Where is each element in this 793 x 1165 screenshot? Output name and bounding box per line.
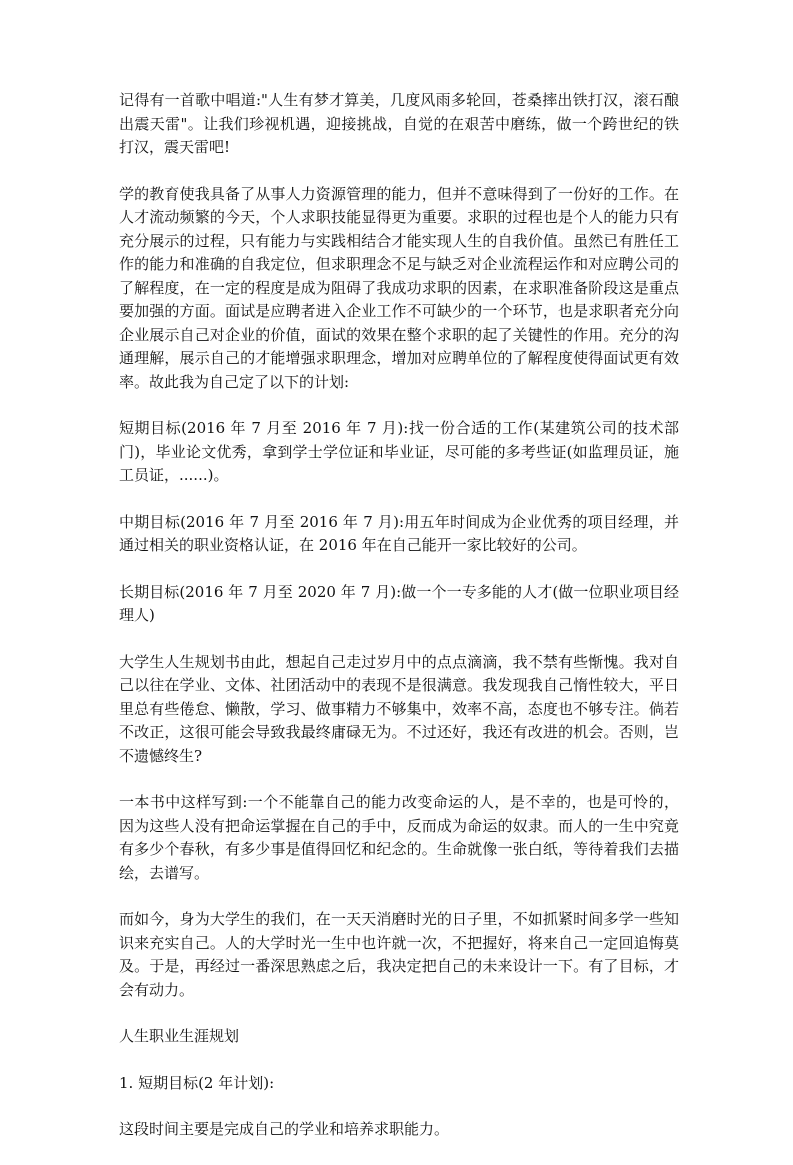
- paragraph-short-term-goal: 短期目标(2016 年 7 月至 2016 年 7 月):找一份合适的工作(某建筑公司的技术部门)，毕业论文优秀，拿到学士学位证和毕业证，尽可能的多考些证(如监理员证，施工员证，......)。: [119, 419, 679, 484]
- document-page: [119, 89, 679, 1165]
- paragraph-song-quote: 记得有一首歌中唱道:"人生有梦才算美，几度风雨多轮回，苍桑摔出铁打汉，滚石酿出震天雷"。让我们珍视机遇，迎接挑战，自觉的在艰苦中磨练，做一个跨世纪的铁打汉，震天雷吧!: [119, 91, 679, 156]
- paragraph-reflection: 大学生人生规划书由此，想起自己走过岁月中的点点滴滴，我不禁有些惭愧。我对自己以往在学业、文体、社团活动中的表现不是很满意。我发现我自己惰性较大，平日里总有些倦怠、懒散，学习、做事精力不够集中，效率不高，态度也不够专注。倘若不改正，这很可能会导致我最终庸碌无为。不过还好，我还有改进的机会。否则，岂不遗憾终生?: [119, 652, 679, 765]
- section-heading-career-plan: 人生职业生涯规划: [119, 1027, 240, 1045]
- paragraph-mid-term-goal: 中期目标(2016 年 7 月至 2016 年 7 月):用五年时间成为企业优秀的项目经理，并通过相关的职业资格认证，在 2016 年在自己能开一家比较好的公司。: [119, 512, 679, 554]
- paragraph-book-quote: 一本书中这样写到:一个不能靠自己的能力改变命运的人，是不幸的，也是可怜的，因为这些人没有把命运掌握在自己的手中，反而成为命运的奴隶。而人的一生中究竟有多少个春秋，有多少事是值得回忆和纪念的。生命就像一张白纸，等待着我们去描绘，去谱写。: [119, 793, 679, 882]
- paragraph-education: 学的教育使我具备了从事人力资源管理的能力，但并不意味得到了一份好的工作。在人才流动频繁的今天，个人求职技能显得更为重要。求职的过程也是个人的能力只有充分展示的过程，只有能力与实践相结合才能实现人生的自我价值。虽然已有胜任工作的能力和准确的自我定位，但求职理念不足与缺乏对企业流程运作和对应聘公司的了解程度，在一定的程度是成为阻碍了我成功求职的因素，在求职准备阶段这是重点要加强的方面。面试是应聘者进入企业工作不可缺少的一个环节，也是求职者充分向企业展示自己对企业的价值，面试的效果在整个求职的起了关键性的作用。充分的沟通理解，展示自己的才能增强求职理念，增加对应聘单位的了解程度使得面试更有效率。故此我为自己定了以下的计划:: [119, 184, 679, 391]
- list-item-short-term: 1. 短期目标(2 年计划):: [119, 1073, 275, 1092]
- paragraph-long-term-goal: 长期目标(2016 年 7 月至 2020 年 7 月):做一个一专多能的人才(做一位职业项目经理人): [119, 582, 679, 624]
- paragraph-short-term-detail: 这段时间主要是完成自己的学业和培养求职能力。: [119, 1120, 450, 1138]
- paragraph-now: 而如今，身为大学生的我们，在一天天消磨时光的日子里，不如抓紧时间多学一些知识来充实自己。人的大学时光一生中也许就一次，不把握好，将来自己一定回追悔莫及。于是，再经过一番深思熟虑之后，我决定把自己的未来设计一下。有了目标，才会有动力。: [119, 910, 679, 999]
